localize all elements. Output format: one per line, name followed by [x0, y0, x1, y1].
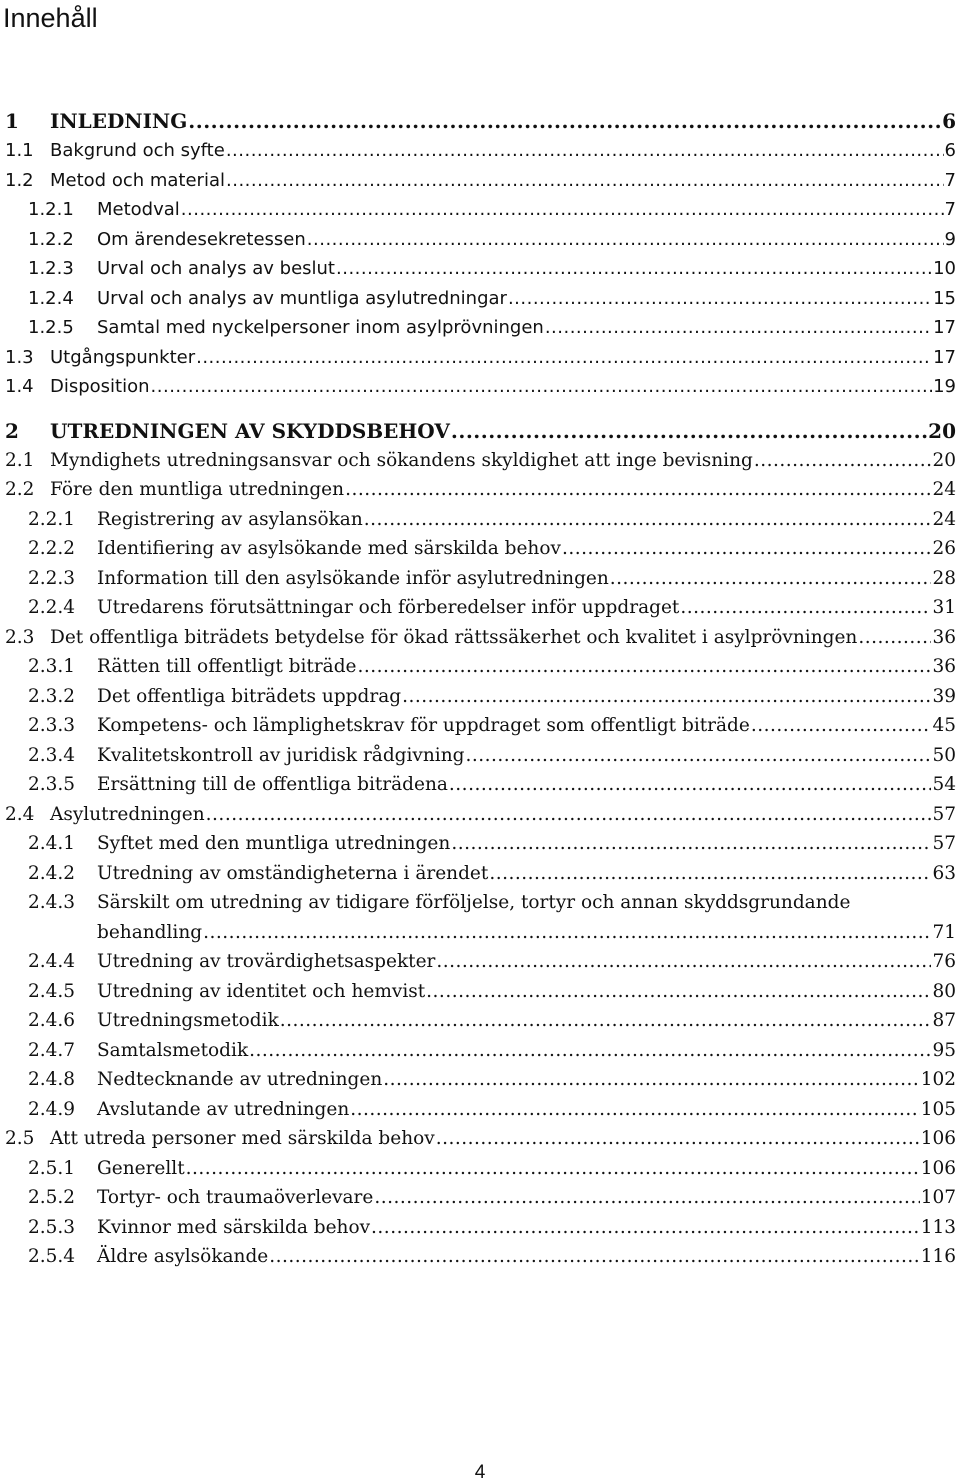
toc-entry-page: 54: [932, 774, 956, 795]
toc-entry-number: 2: [5, 419, 19, 443]
toc-entry[interactable]: [0, 977, 960, 1007]
toc-entry[interactable]: [0, 1213, 960, 1243]
toc-entry-number: 2.2.1: [28, 509, 76, 530]
toc-entry[interactable]: [0, 284, 960, 314]
toc-entry[interactable]: [0, 593, 960, 623]
toc-entry-number: 2.4.8: [28, 1069, 76, 1090]
toc-entry-title: UTREDNINGEN AV SKYDDSBEHOV: [50, 419, 450, 443]
toc-entry-title: Utgångspunkter: [50, 347, 196, 368]
toc-entry-title: Urval och analys av beslut: [97, 258, 335, 279]
toc-entry-page: 57: [932, 833, 956, 854]
toc-entry-page: 26: [932, 538, 956, 559]
toc-entry-title: Urval och analys av muntliga asylutredningar: [97, 288, 507, 309]
toc-entry-page: 6: [942, 109, 956, 133]
toc-entry[interactable]: [0, 888, 960, 943]
toc-entry[interactable]: [0, 711, 960, 741]
toc-entry-title: Utredarens förutsättningar och förberedelser inför uppdraget: [97, 597, 680, 618]
toc-entry-page: 19: [933, 376, 956, 397]
toc-entry[interactable]: [0, 1242, 960, 1272]
toc-entry-number: 2.2: [5, 479, 35, 500]
toc-entry-page: 106: [920, 1158, 956, 1179]
dot-leader: [436, 1124, 920, 1154]
toc-entry-title: Syftet med den muntliga utredningen: [97, 833, 451, 854]
toc-entry[interactable]: [0, 343, 960, 373]
dot-leader: [196, 343, 932, 373]
toc-entry-page: 39: [932, 686, 956, 707]
dot-leader: [186, 1154, 920, 1184]
toc-entry-number: 2.3.4: [28, 745, 76, 766]
dot-leader: [449, 770, 932, 800]
toc-entry-title: Före den muntliga utredningen: [50, 479, 345, 500]
toc-entry[interactable]: [0, 166, 960, 196]
toc-entry-title: Särskilt om utredning av tidigare förföljelse, tortyr och annan skyddsgrundande: [97, 892, 851, 913]
toc-entry-title: Asylutredningen: [50, 804, 205, 825]
toc-entry-page: 36: [932, 627, 956, 648]
dot-leader: [336, 254, 932, 284]
toc-entry-number: 2.5.4: [28, 1246, 76, 1267]
dot-leader: [402, 682, 931, 712]
toc-entry-page: 17: [933, 347, 956, 368]
dot-leader: [754, 446, 932, 476]
toc-entry[interactable]: [0, 564, 960, 594]
toc-entry-number: 1.2.1: [28, 199, 74, 220]
toc-entry-title: Kvalitetskontroll av juridisk rådgivning: [97, 745, 465, 766]
toc-entry-page: 116: [920, 1246, 956, 1267]
dot-leader: [345, 475, 931, 505]
toc-entry[interactable]: [0, 1183, 960, 1213]
toc-entry-page: 7: [944, 170, 956, 191]
dot-leader: [374, 1183, 919, 1213]
toc-entry-title: Metodval: [97, 199, 180, 220]
toc-entry[interactable]: [0, 195, 960, 225]
toc-entry[interactable]: [0, 475, 960, 505]
dot-leader: [436, 947, 931, 977]
toc-entry[interactable]: [0, 254, 960, 284]
toc-entry-number: 1.2.2: [28, 229, 74, 250]
toc-entry-title: Att utreda personer med särskilda behov: [50, 1128, 435, 1149]
toc-entry-page: 6: [944, 140, 956, 161]
toc-entry-number: 2.2.2: [28, 538, 76, 559]
toc-entry-title: Kompetens- och lämplighetskrav för uppdraget som offentligt biträde: [97, 715, 750, 736]
toc-entry-number: 2.5.3: [28, 1217, 76, 1238]
toc-entry-number: 2.4.6: [28, 1010, 76, 1031]
dot-leader: [364, 505, 932, 535]
toc-entry-number: 1: [5, 109, 19, 133]
toc-entry-page: 10: [933, 258, 956, 279]
toc-entry-page: 24: [932, 479, 956, 500]
toc-entry[interactable]: [0, 1095, 960, 1125]
toc-entry-number: 2.4.2: [28, 863, 76, 884]
dot-leader: [426, 977, 931, 1007]
toc-entry-title: Generellt: [97, 1158, 185, 1179]
dot-leader: [226, 166, 944, 196]
toc-entry[interactable]: [0, 313, 960, 343]
toc-entry-page: 57: [932, 804, 956, 825]
toc-entry-title: Ersättning till de offentliga biträdena: [97, 774, 448, 795]
toc-entry-page: 17: [933, 317, 956, 338]
toc-entry-number: 1.2.4: [28, 288, 74, 309]
dot-leader: [610, 564, 932, 594]
toc-entry-number: 2.4.4: [28, 951, 76, 972]
dot-leader: [465, 741, 931, 771]
toc-entry-number: 2.5.1: [28, 1158, 76, 1179]
toc-entry-page: 45: [932, 715, 956, 736]
toc-entry-page: 36: [932, 656, 956, 677]
toc-entry-title: Utredning av omständigheterna i ärendet: [97, 863, 489, 884]
toc-entry-title: Det offentliga biträdets betydelse för ökad rättssäkerhet och kvalitet i asylprövningen: [50, 627, 858, 648]
toc-entry-title: Avslutande av utredningen: [97, 1099, 350, 1120]
toc-entry[interactable]: [0, 1154, 960, 1184]
toc-entry-title: Det offentliga biträdets uppdrag: [97, 686, 402, 707]
toc-entry-number: 2.4.7: [28, 1040, 76, 1061]
dot-leader: [451, 416, 927, 446]
toc-entry-number: 2.4.5: [28, 981, 76, 1002]
toc-entry-title: Samtalsmetodik: [97, 1040, 249, 1061]
dot-leader: [545, 313, 932, 343]
toc-entry-title: Utredning av identitet och hemvist: [97, 981, 426, 1002]
dot-leader: [489, 859, 931, 889]
dot-leader: [151, 372, 933, 402]
toc-entry[interactable]: [0, 859, 960, 889]
dot-leader: [203, 918, 931, 948]
toc-entry-number: 1.4: [5, 376, 34, 397]
toc-entry[interactable]: [0, 1006, 960, 1036]
toc-entry-page: 15: [933, 288, 956, 309]
toc-entry[interactable]: [0, 652, 960, 682]
toc-entry-number: 1.2.3: [28, 258, 74, 279]
toc-entry[interactable]: [0, 1065, 960, 1095]
toc-entry-page: 95: [932, 1040, 956, 1061]
toc-entry-number: 1.2.5: [28, 317, 74, 338]
toc-entry-number: 2.3.2: [28, 686, 76, 707]
toc-entry-page: 9: [944, 229, 956, 250]
dot-leader: [680, 593, 931, 623]
toc-entry-title: Information till den asylsökande inför asylutredningen: [97, 568, 609, 589]
toc-entry-number: 1.3: [5, 347, 34, 368]
dot-leader: [181, 195, 944, 225]
toc-entry-title: Bakgrund och syfte: [50, 140, 225, 161]
toc-entry-title: Utredningsmetodik: [97, 1010, 279, 1031]
toc-entry-page: 106: [920, 1128, 956, 1149]
toc-entry-page: 80: [932, 981, 956, 1002]
toc-entry[interactable]: [0, 770, 960, 800]
toc-entry[interactable]: [0, 416, 960, 446]
dot-leader: [188, 106, 941, 136]
toc-entry-page: 102: [920, 1069, 956, 1090]
toc-entry[interactable]: [0, 136, 960, 166]
toc-entry[interactable]: [0, 534, 960, 564]
toc-entry-title: Myndighets utredningsansvar och sökandens skyldighet att inge bevisning: [50, 450, 753, 471]
dot-leader: [307, 225, 944, 255]
toc-entry-number: 2.2.4: [28, 597, 76, 618]
toc-entry-page: 113: [920, 1217, 956, 1238]
dot-leader: [226, 136, 944, 166]
toc-entry-page: 20: [932, 450, 956, 471]
toc-entry-title: Samtal med nyckelpersoner inom asylprövningen: [97, 317, 544, 338]
toc-entry-number: 2.3.3: [28, 715, 76, 736]
dot-leader: [269, 1242, 919, 1272]
toc-entry-page: 31: [932, 597, 956, 618]
dot-leader: [280, 1006, 932, 1036]
toc-entry-number: 1.2: [5, 170, 34, 191]
toc-entry-page: 24: [932, 509, 956, 530]
dot-leader: [751, 711, 932, 741]
toc-entry-number: 1.1: [5, 140, 34, 161]
toc-entry-title: Kvinnor med särskilda behov: [97, 1217, 371, 1238]
toc-entry-title: INLEDNING: [50, 109, 188, 133]
toc-entry-page: 7: [944, 199, 956, 220]
toc-entry[interactable]: [0, 372, 960, 402]
dot-leader: [508, 284, 932, 314]
toc-entry-page: 76: [932, 951, 956, 972]
dot-leader: [358, 652, 932, 682]
toc-entry-title: Rätten till offentligt biträde: [97, 656, 357, 677]
page-number: 4: [474, 1462, 486, 1483]
toc-entry-title: Disposition: [50, 376, 150, 397]
toc-entry-page: 107: [920, 1187, 956, 1208]
toc-entry-number: 2.4.9: [28, 1099, 76, 1120]
dot-leader: [371, 1213, 920, 1243]
toc-entry-number: 2.5.2: [28, 1187, 76, 1208]
toc-entry[interactable]: [0, 829, 960, 859]
toc-entry[interactable]: [0, 947, 960, 977]
toc-entry-page: 87: [932, 1010, 956, 1031]
toc-entry-title: Äldre asylsökande: [97, 1246, 269, 1267]
toc-entry-number: 2.4: [5, 804, 35, 825]
toc-entry[interactable]: [0, 505, 960, 535]
toc-entry[interactable]: [0, 682, 960, 712]
toc-entry-page: 20: [928, 419, 956, 443]
toc-entry-number: 2.4.1: [28, 833, 76, 854]
toc-entry-page: 50: [932, 745, 956, 766]
toc-entry[interactable]: [0, 741, 960, 771]
toc-entry-number: 2.1: [5, 450, 35, 471]
dot-leader: [206, 800, 932, 830]
toc-entry[interactable]: [0, 446, 960, 476]
toc-entry[interactable]: [0, 1036, 960, 1066]
toc-entry-number: 2.3.1: [28, 656, 76, 677]
toc-entry-number: 2.4.3: [28, 892, 76, 913]
toc-entry-number: 2.3.5: [28, 774, 76, 795]
toc-entry[interactable]: [0, 623, 960, 653]
dot-leader: [451, 829, 931, 859]
toc-entry-title-continuation: behandling: [97, 922, 203, 943]
toc-entry-number: 2.2.3: [28, 568, 76, 589]
toc-entry-title: Tortyr- och traumaöverlevare: [97, 1187, 374, 1208]
dot-leader: [350, 1095, 919, 1125]
toc-entry[interactable]: [0, 225, 960, 255]
dot-leader: [383, 1065, 919, 1095]
toc-entry-page: 105: [920, 1099, 956, 1120]
toc-entry-title: Nedtecknande av utredningen: [97, 1069, 383, 1090]
toc-entry-number: 2.5: [5, 1128, 35, 1149]
dot-leader: [249, 1036, 931, 1066]
toc-entry-title: Identifiering av asylsökande med särskilda behov: [97, 538, 561, 559]
toc-entry-number: 2.3: [5, 627, 35, 648]
toc-entry-page: 28: [932, 568, 956, 589]
toc-entry[interactable]: [0, 106, 960, 136]
page-title: Innehåll: [3, 3, 98, 33]
toc-entry-title: Utredning av trovärdighetsaspekter: [97, 951, 436, 972]
toc-entry[interactable]: [0, 1124, 960, 1154]
dot-leader: [562, 534, 932, 564]
dot-leader: [858, 623, 931, 653]
toc-entry-title: Metod och material: [50, 170, 225, 191]
toc-entry[interactable]: [0, 800, 960, 830]
toc-entry-page: 71: [932, 922, 956, 943]
toc-entry-title: Registrering av asylansökan: [97, 509, 363, 530]
toc-entry-page: 63: [932, 863, 956, 884]
toc-entry-title: Om ärendesekretessen: [97, 229, 306, 250]
